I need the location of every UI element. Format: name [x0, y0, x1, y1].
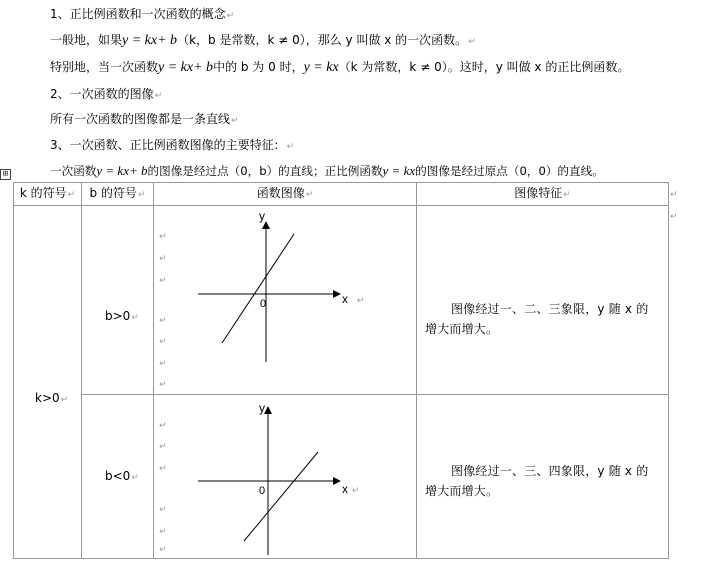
- feature-cell: [417, 394, 669, 558]
- paragraph-mark: ↵: [159, 380, 167, 390]
- graph-negative-intercept: [154, 395, 417, 558]
- features-table: [13, 182, 669, 559]
- heading-1-text: 1、正比例函数和一次函数的概念: [50, 7, 226, 21]
- paragraph-mark: ↵: [159, 276, 167, 286]
- paragraph-mark: ↵: [305, 190, 314, 200]
- b-sign-cell: [82, 394, 154, 558]
- text-span: b 的符号: [89, 186, 137, 200]
- paragraph-mark: ↵: [137, 190, 146, 200]
- text-span: b<0: [105, 468, 131, 483]
- paragraph-mark: ↵: [159, 359, 167, 369]
- paragraph-mark: ↵: [159, 316, 167, 326]
- table-move-handle[interactable]: ⊞: [0, 169, 11, 180]
- equation: y = kx+ b: [96, 163, 148, 178]
- feature-text: [425, 299, 660, 339]
- heading-1: [50, 6, 234, 22]
- y-axis-label: y: [259, 400, 265, 415]
- equation: y = kx+ b: [122, 33, 178, 48]
- paragraph-mark: ↵: [352, 484, 360, 495]
- b-value: [105, 469, 139, 483]
- paragraph-mark: ↵: [159, 526, 167, 537]
- text-span: 3、一次函数、正比例函数图像的主要特征：: [50, 138, 286, 152]
- equation: y = kx+ b: [158, 60, 214, 75]
- paragraph-mark: ↵: [60, 395, 69, 405]
- line-statement: [50, 111, 239, 127]
- k-value: [35, 391, 68, 405]
- header-feature: [417, 183, 669, 206]
- equation: y = kx: [303, 60, 339, 75]
- header-b-sign: [82, 183, 154, 206]
- x-axis-label: x: [342, 292, 348, 306]
- graph-positive-intercept: [154, 206, 417, 393]
- text-span: k>0: [35, 391, 60, 405]
- paragraph-mark: ↵: [159, 337, 167, 347]
- text-span: k 的符号: [19, 186, 67, 200]
- origin-label: 0: [259, 484, 266, 497]
- text-span: 图像经过一、三、四象限，y 随 x 的增大而增大。: [425, 463, 649, 498]
- graph-cell: [154, 206, 417, 395]
- heading-3: [50, 137, 294, 153]
- text-span: b>0: [105, 309, 131, 323]
- text-span: 图像经过一、二、三象限，y 随 x 的增大而增大。: [425, 302, 649, 336]
- paragraph-mark: ↵: [357, 295, 365, 305]
- paragraph-mark: ↵: [159, 441, 167, 452]
- y-axis-label: y: [259, 209, 265, 223]
- paragraph-mark: ↵: [159, 232, 167, 242]
- paragraph-mark: ↵: [670, 190, 678, 200]
- text-span: 特别地，当一次函数: [50, 60, 159, 74]
- x-axis-label: x: [342, 481, 348, 496]
- paragraph-mark: ↵: [131, 313, 139, 323]
- text-span: 一般地，如果: [50, 33, 123, 47]
- special-case-line: [50, 59, 629, 75]
- paragraph-mark: ↵: [131, 472, 139, 483]
- paragraph-mark: ↵: [286, 142, 295, 152]
- paragraph-mark: ↵: [468, 37, 476, 47]
- text-span: 的图像是经过原点（0，0）的直线。: [415, 164, 604, 178]
- feature-cell: [417, 206, 669, 395]
- paragraph-mark: ↵: [670, 212, 678, 222]
- paragraph-mark: ↵: [159, 420, 167, 431]
- table-row: [14, 206, 669, 395]
- features-line: [50, 163, 604, 179]
- table-header-row: [14, 183, 669, 206]
- text-span: 中的 b 为 0 时，: [213, 60, 304, 74]
- text-span: 函数图像: [256, 186, 305, 200]
- function-line: [222, 234, 294, 343]
- text-span: （k 为常数，k ≠ 0）。这时，y 叫做 x 的正比例函数。: [338, 60, 630, 74]
- paragraph-mark: ↵: [226, 11, 235, 21]
- header-k-sign: [14, 183, 82, 206]
- text-span: （k，b 是常数，k ≠ 0），那么 y 叫做 x 的一次函数。: [177, 33, 468, 47]
- feature-text: [425, 461, 660, 501]
- paragraph-mark: ↵: [159, 504, 167, 515]
- paragraph-mark: ↵: [67, 190, 76, 200]
- paragraph-mark: ↵: [159, 544, 167, 555]
- text-span: 一次函数: [50, 164, 97, 178]
- text-span: 的图像是经过点（0，b）的直线；正比例函数: [147, 164, 383, 178]
- heading-2: [50, 86, 162, 102]
- equation: y = kx: [382, 163, 416, 178]
- b-value: [105, 309, 139, 323]
- k-sign-cell: [14, 206, 82, 559]
- paragraph-mark: ↵: [159, 254, 167, 264]
- table-row: [14, 394, 669, 558]
- paragraph-mark: ↵: [231, 116, 239, 126]
- origin-label: 0: [260, 298, 267, 310]
- definition-line: [50, 32, 476, 48]
- paragraph-mark: ↵: [159, 463, 167, 474]
- text-span: 所有一次函数的图像都是一条直线: [50, 112, 231, 126]
- text-span: 图像特征: [514, 186, 563, 200]
- paragraph-mark: ↵: [154, 91, 163, 101]
- function-line: [244, 452, 318, 541]
- header-graph: [154, 183, 417, 206]
- b-sign-cell: [82, 206, 154, 395]
- graph-cell: [154, 394, 417, 558]
- text-span: 2、一次函数的图像: [50, 87, 154, 101]
- paragraph-mark: ↵: [563, 190, 571, 200]
